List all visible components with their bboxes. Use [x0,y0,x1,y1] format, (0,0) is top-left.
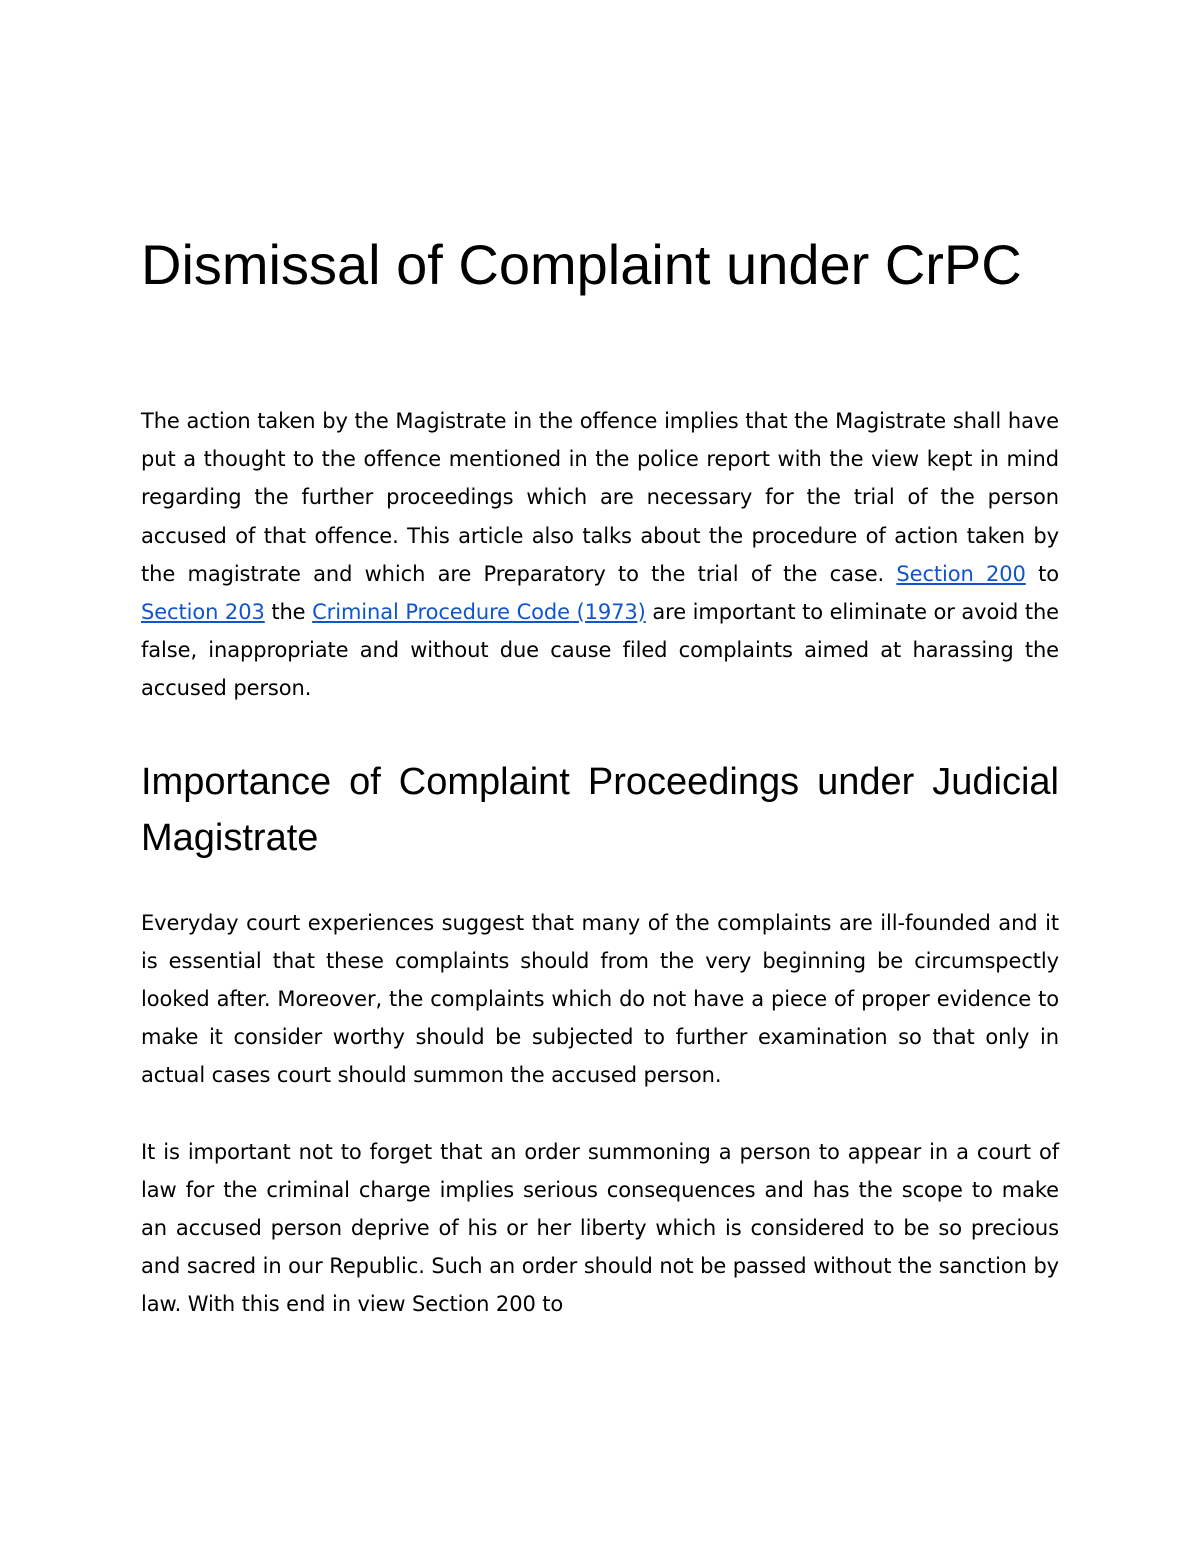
link-section-200[interactable]: Section 200 [896,561,1026,586]
document-title: Dismissal of Complaint under CrPC [141,233,1022,296]
intro-paragraph [141,402,1059,708]
link-criminal-procedure-code[interactable]: Criminal Procedure Code (1973) [312,600,646,625]
section-heading: Importance of Complaint Proceedings under Judicial Magistrate [141,760,1059,859]
intro-connector-the: the [264,600,313,625]
intro-text-before-links: The action taken by the Magistrate in the offence implies that the Magistrate shall have put a thought to the offence mentioned in the police report with the view kept in mind regarding the further proceedings which are necessary for the trial of the person accused of that offence. This article also talks about the procedure of action taken by the magistrate and which are Preparatory to the trial of the case. [141,409,1059,586]
intro-connector-to: to [1025,561,1059,586]
intro-text-after-links: are important to eliminate or avoid the false, inappropriate and without due cause filed complaints aimed at harassing the accused person. [141,600,1059,701]
document-content [141,228,1059,1324]
link-section-203[interactable]: Section 203 [141,600,265,625]
paragraph-court-experiences: Everyday court experiences suggest that many of the complaints are ill-founded and it is essential that these complaints should from the very beginning be circumspectly looked after. Moreover, the complaints which do not have a piece of proper evidence to make it consider worthy should be subjected to further examination so that only in actual cases court should summon the accused person. [141,910,1059,1088]
paragraph-summoning-order: It is important not to forget that an order summoning a person to appear in a court of law for the criminal charge implies serious consequences and has the scope to make an accused person deprive of his or her liberty which is considered to be so precious and sacred in our Republic. Such an order should not be passed without the sanction by law. With this end in view Section 200 to [141,1139,1059,1317]
